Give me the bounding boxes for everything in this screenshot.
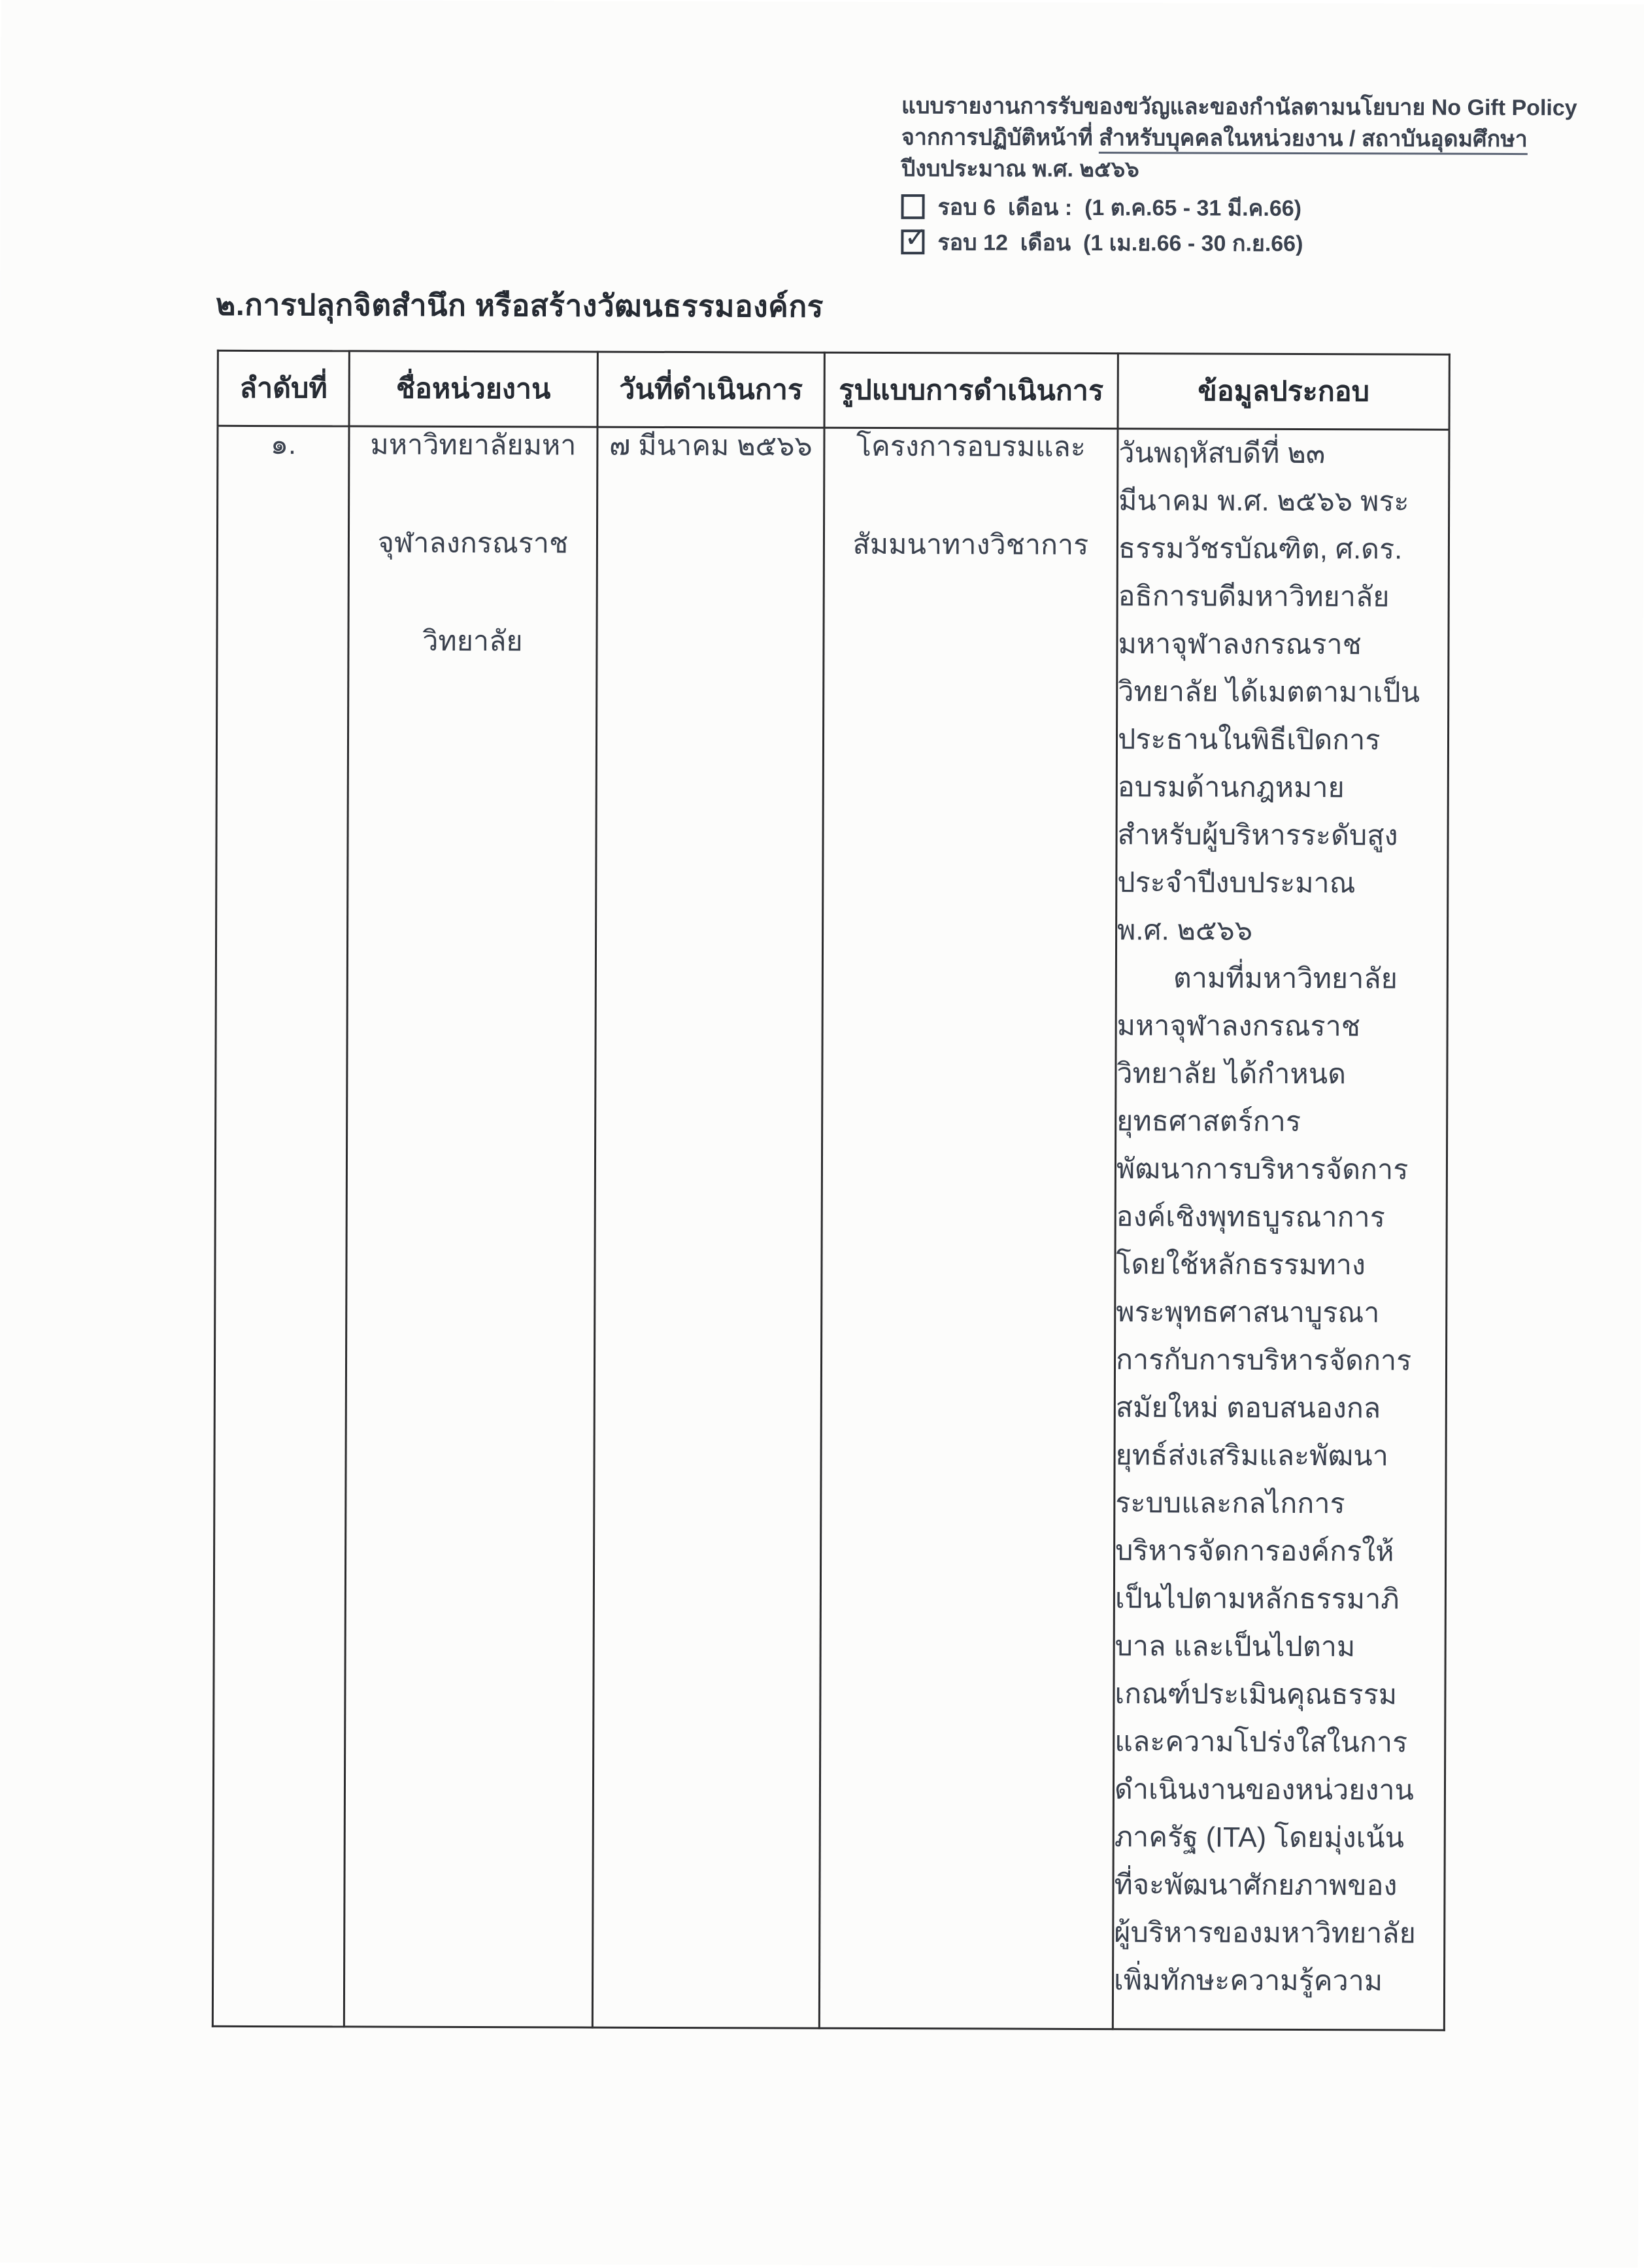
info-line: สำหรับผู้บริหารระดับสูง — [1117, 819, 1398, 852]
col-header-unit-name: ชื่อหน่วยงาน — [349, 351, 597, 427]
checkbox-mark: ✓ — [904, 222, 928, 253]
cell-order — [212, 426, 349, 2027]
info-line: อบรมด้านกฎหมาย — [1117, 771, 1345, 804]
cell-supporting-info — [1113, 429, 1449, 2031]
info-line: ประธานในพิธีเปิดการ — [1117, 724, 1381, 756]
info-line: พ.ศ. ๒๕๖๖ — [1117, 915, 1253, 947]
table-header-row — [218, 350, 1449, 430]
col-header-order: ลำดับที่ — [218, 350, 349, 426]
info-line: โดยใช้หลักธรรมทาง — [1116, 1249, 1366, 1281]
info-paragraph — [1117, 430, 1449, 956]
info-line: ประจำปีงบประมาณ — [1117, 867, 1356, 900]
info-line: ตามที่มหาวิทยาลัย — [1173, 962, 1398, 995]
section-heading: ๒.การปลุกจิตสำนึก หรือสร้างวัฒนธรรมองค์กร — [216, 287, 824, 324]
info-line: เพิ่มทักษะความรู้ความ — [1113, 1965, 1383, 1997]
info-line: วิทยาลัย ได้เมตตามาเป็น — [1118, 676, 1420, 709]
info-line: ภาครัฐ (ITA) โดยมุ่งเน้น — [1114, 1821, 1405, 1854]
info-line: สมัยใหม่ ตอบสนองกล — [1115, 1392, 1381, 1425]
table-row — [212, 426, 1449, 2030]
cell-format — [819, 428, 1118, 2029]
activities-table — [212, 350, 1451, 2031]
report-title-line2-prefix: จากการปฏิบัติหน้าที่ — [901, 125, 1099, 151]
format-line: โครงการอบรมและ — [856, 430, 1086, 463]
info-line: อธิการบดีมหาวิทยาลัย — [1118, 581, 1390, 613]
info-line: มีนาคม พ.ศ. ๒๕๖๖ พระ — [1118, 485, 1409, 518]
info-paragraph — [1114, 955, 1447, 2006]
info-line: ระบบและกลไกการ — [1115, 1487, 1345, 1520]
unit-name-line: วิทยาลัย — [422, 625, 523, 658]
info-line: องค์เชิงพุทธบูรณาการ — [1116, 1201, 1385, 1234]
cell-date — [592, 427, 824, 2028]
info-line: ที่จะพัฒนาศักยภาพของ — [1114, 1869, 1398, 1902]
period-12-months-checkbox[interactable] — [901, 222, 928, 254]
info-line: การกับการบริหารจัดการ — [1115, 1344, 1412, 1377]
info-line: ดำเนินงานของหน่วยงาน — [1114, 1774, 1414, 1806]
period-6-months-label: รอบ 6 เดือน : (1 ต.ค.65 - 31 มี.ค.66) — [937, 195, 1302, 221]
info-line: มหาจุฬาลงกรณราช — [1118, 628, 1362, 661]
report-title-line1: แบบรายงานการรับของขวัญและของกำนัลตามนโยบาย No Gift Policy — [901, 93, 1577, 121]
info-line: ผู้บริหารของมหาวิทยาลัย — [1114, 1917, 1416, 1950]
info-line: ยุทธ์ส่งเสริมและพัฒนา — [1115, 1440, 1388, 1472]
info-line: เกณฑ์ประเมินคุณธรรม — [1115, 1678, 1398, 1711]
col-header-format: รูปแบบการดำเนินการ — [824, 352, 1118, 428]
info-line: เป็นไปตามหลักธรรมาภิ — [1115, 1583, 1400, 1616]
info-line: พระพุทธศาสนาบูรณา — [1116, 1296, 1380, 1329]
fiscal-year-line: ปีงบประมาณ พ.ศ. ๒๕๖๖ — [901, 156, 1139, 182]
info-line: ธรรมวัชรบัณฑิต, ศ.ดร. — [1118, 533, 1403, 566]
order-number: ๑. — [270, 429, 297, 461]
info-line: วิทยาลัย ได้กำหนด — [1116, 1058, 1347, 1091]
info-line: และความโปร่งใสในการ — [1115, 1726, 1408, 1759]
info-line: วันพฤหัสบดีที่ ๒๓ — [1118, 437, 1326, 470]
cell-unit-name — [344, 426, 597, 2027]
unit-name-line: จุฬาลงกรณราช — [377, 527, 569, 560]
period-12-months-row — [901, 222, 1554, 257]
report-title-line2 — [901, 122, 1555, 155]
report-title-line2-underlined: สำหรับบุคคลในหน่วยงาน / สถาบันอุดมศึกษา — [1099, 126, 1528, 155]
info-line: ยุทธศาสตร์การ — [1116, 1106, 1301, 1138]
info-line: บริหารจัดการองค์กรให้ — [1115, 1535, 1394, 1568]
period-6-months-row — [901, 194, 1555, 222]
info-line: มหาจุฬาลงกรณราช — [1116, 1010, 1361, 1043]
format-line: สัมมนาทางวิชาการ — [852, 528, 1089, 561]
unit-name-line: มหาวิทยาลัยมหา — [370, 429, 577, 462]
col-header-date: วันที่ดำเนินการ — [597, 352, 824, 428]
info-line: พัฒนาการบริหารจัดการ — [1116, 1153, 1409, 1186]
period-12-months-label: รอบ 12 เดือน (1 เม.ย.66 - 30 ก.ย.66) — [937, 230, 1303, 257]
period-6-months-checkbox[interactable] — [901, 194, 925, 219]
info-line: บาล และเป็นไปตาม — [1115, 1631, 1356, 1663]
col-header-supporting-info: ข้อมูลประกอบ — [1118, 354, 1449, 430]
activity-date: ๗ มีนาคม ๒๕๖๖ — [609, 430, 813, 462]
report-header — [901, 91, 1577, 257]
